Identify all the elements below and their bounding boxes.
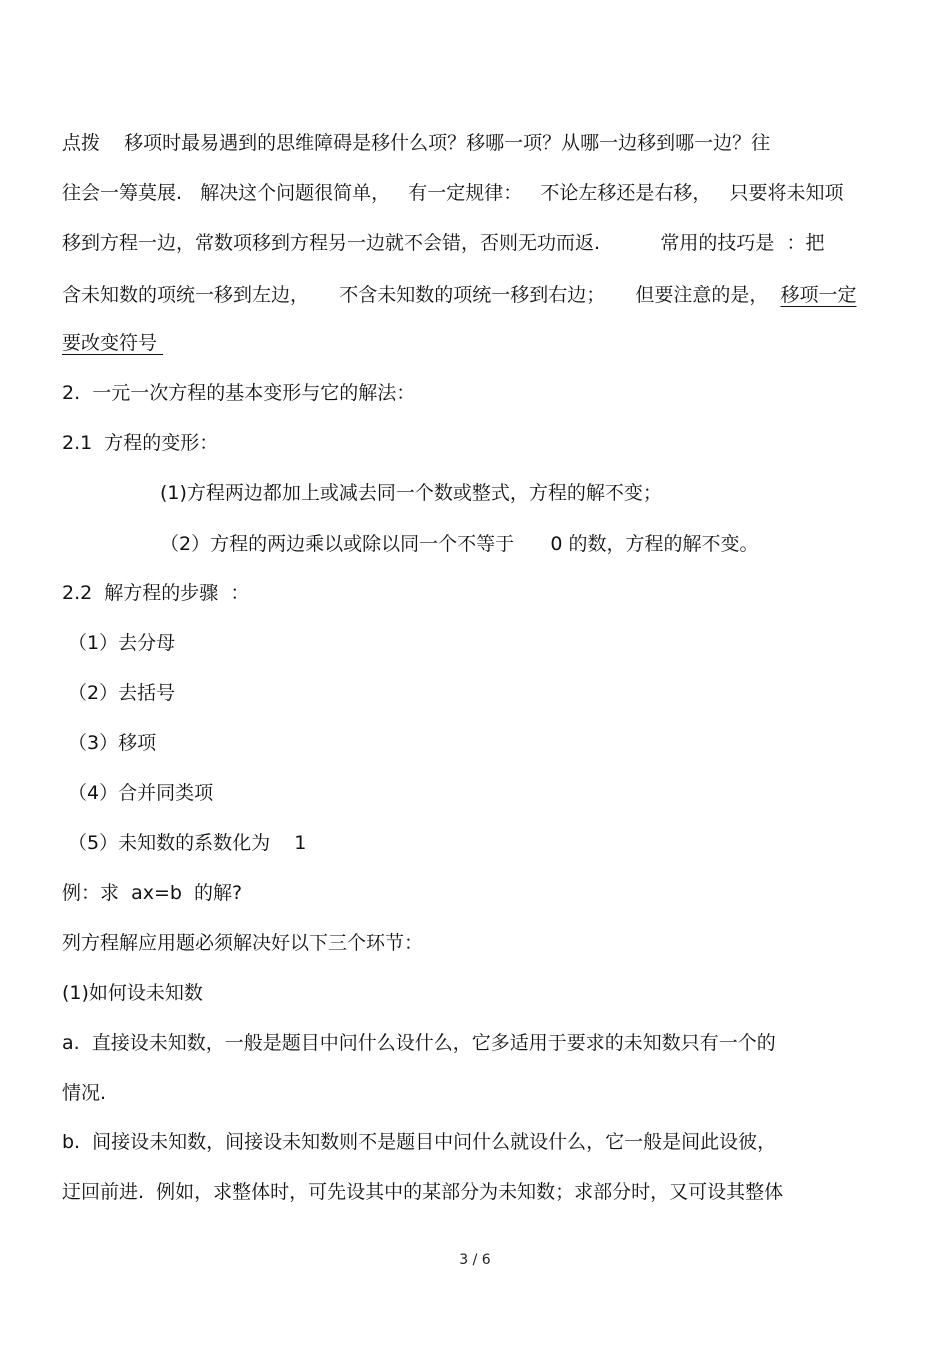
paragraph-direct-unknown-line-1: a. 直接设未知数，一般是题目中问什么设什么，它多适用于要求的未知数只有一个的 <box>62 1032 776 1054</box>
underlined-emphasis-2: 要改变符号 <box>62 332 164 354</box>
section-heading-2: 2. 一元一次方程的基本变形与它的解法： <box>62 382 416 404</box>
paragraph-tip-line-3: 移到方程一边，常数项移到方程另一边就不会错，否则无功而返. 常用的技巧是 ：把 <box>62 232 825 254</box>
paragraph-tip-line-1: 点拨 移项时最易遇到的思维障碍是移什么项？移哪一项？从哪一边移到哪一边？往 <box>62 132 771 154</box>
paragraph-indirect-unknown-line-1: b. 间接设未知数，间接设未知数则不是题目中问什么就设什么，它一般是间此设彼， <box>62 1131 777 1153</box>
paragraph-application: 列方程解应用题必须解决好以下三个环节： <box>62 932 424 954</box>
subheading-set-unknown: (1)如何设未知数 <box>62 982 203 1004</box>
paragraph-indirect-unknown-line-2: 迂回前进. 例如，求整体时，可先设其中的某部分为未知数；求部分时，又可设其整体 <box>62 1181 784 1203</box>
section-heading-2-1: 2.1 方程的变形： <box>62 432 219 454</box>
step-item-2: （2）去括号 <box>68 682 176 704</box>
example-line: 例：求 ax=b 的解? <box>62 882 243 904</box>
rule-item-1: (1)方程两边都加上或减去同一个数或整式，方程的解不变； <box>160 482 662 504</box>
rule-item-2: （2）方程的两边乘以或除以同一个不等于 0 的数，方程的解不变。 <box>160 533 759 555</box>
page-number: 3 / 6 <box>459 1252 491 1268</box>
paragraph-tip-line-4 <box>62 283 859 307</box>
section-heading-2-2: 2.2 解方程的步骤 ： <box>62 582 250 604</box>
tip-line-4-text: 含未知数的项统一移到左边， 不含未知数的项统一移到右边； 但要注意的是， <box>62 284 781 306</box>
step-item-5: （5）未知数的系数化为 1 <box>68 832 307 854</box>
step-item-3: （3）移项 <box>68 732 157 754</box>
paragraph-tip-line-2: 往会一筹莫展. 解决这个问题很简单， 有一定规律： 不论左移还是右移， 只要将未知项 <box>62 182 844 204</box>
step-item-4: （4）合并同类项 <box>68 782 214 804</box>
step-item-1: （1）去分母 <box>68 632 176 654</box>
paragraph-direct-unknown-line-2: 情况. <box>62 1082 107 1104</box>
underlined-emphasis-1: 移项一定 <box>780 284 857 306</box>
